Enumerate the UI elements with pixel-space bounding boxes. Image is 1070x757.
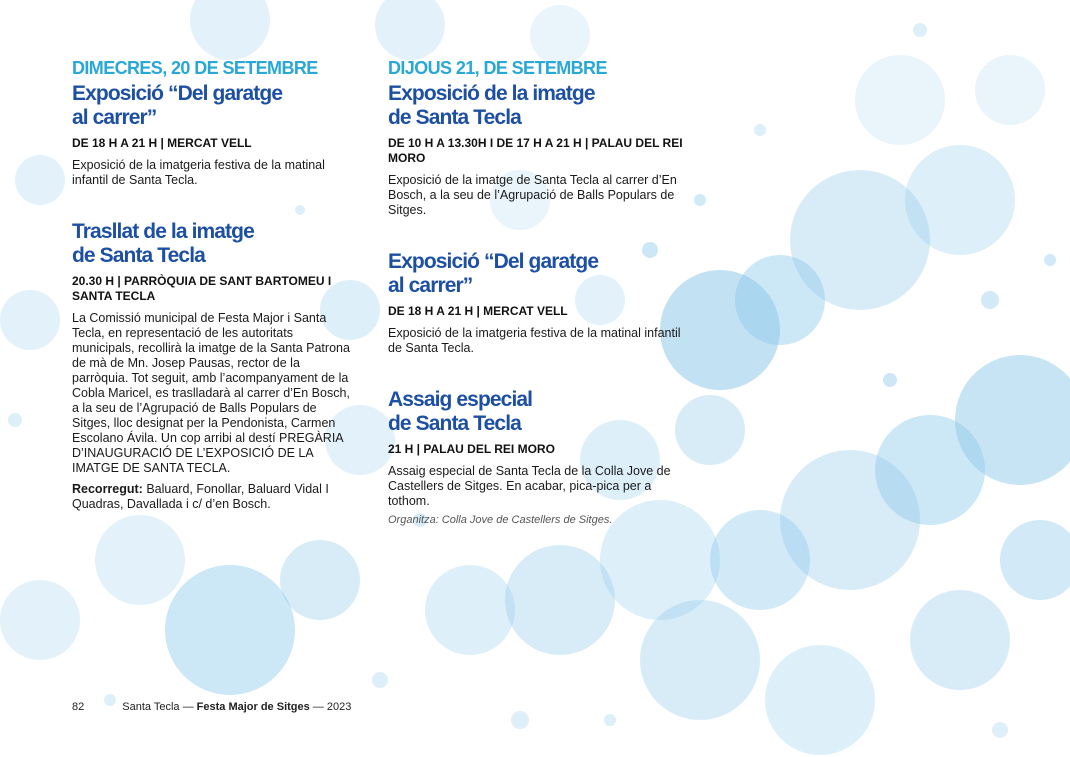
ink-drop [8,413,22,427]
event [72,82,357,188]
day-heading: DIMECRES, 20 DE SETEMBRE [72,58,318,78]
day-heading: DIJOUS 21, DE SETEMBRE [388,58,607,78]
ink-drop [883,373,897,387]
ink-splash [0,580,80,660]
left-column [72,56,357,544]
ink-drop [511,711,529,729]
right-column [388,56,688,559]
ink-splash [910,590,1010,690]
event-description: Exposició de la imatge de Santa Tecla al carrer d’En Bosch, a la seu de l’Agrupació de Balls Populars de Sitges. [388,173,677,217]
event-time-place: 21 H | PALAU DEL REI MORO [388,442,555,456]
event-description: Assaig especial de Santa Tecla de la Colla Jove de Castellers de Sitges. En acabar, pica-pica per a tothom. [388,464,671,508]
ink-splash [375,0,445,60]
event-time-place: DE 18 H A 21 H | MERCAT VELL [72,136,252,150]
ink-splash [710,510,810,610]
footer-year: — 2023 [309,701,352,713]
event-description: La Comissió municipal de Festa Major i Santa Tecla, en representació de les autoritats municipals, recollirà la imatge de la Santa Patrona de mà de Mn. Josep Pausas, rector de la parròquia. Tot seguit, amb l’acompanyament de la Cobla Maricel, es traslladarà al carrer d’En Bosch, a la seu de l’Agrupació de Balls Populars de Sitges, lloc designat per la Pendonista, Carmen Escolano Ávila. Un cop arribi al destí PREGÀRIA D’INAUGURACIÓ DE L’EXPOSICIÓ DE LA IMATGE DE SANTA TECLA. [72,311,350,475]
ink-drop [604,714,616,726]
event [388,82,688,218]
event-route [72,482,357,512]
page-number: 82 [72,701,85,713]
event [388,250,688,356]
event [72,220,357,512]
page-footer [72,701,351,713]
ink-splash [975,55,1045,125]
footer-prefix: Santa Tecla — [122,701,197,713]
event-title: Exposició de la imatge de Santa Tecla [388,82,595,129]
ink-splash [640,600,760,720]
ink-splash [165,565,295,695]
event-title: Exposició “Del garatge al carrer” [388,250,599,297]
route-text: Baluard, Fonollar, Baluard Vidal I Quadras, Davallada i c/ d’en Bosch. [72,482,329,511]
ink-drop [1044,254,1056,266]
ink-drop [913,23,927,37]
ink-splash [905,145,1015,255]
event-description: Exposició de la imatgeria festiva de la matinal infantil de Santa Tecla. [388,326,681,355]
ink-drop [754,124,766,136]
event-time-place: 20.30 H | PARRÒQUIA DE SANT BARTOMEU I SANTA TECLA [72,274,332,303]
event-time-place: DE 18 H A 21 H | MERCAT VELL [388,304,568,318]
event-title: Exposició “Del garatge al carrer” [72,82,283,129]
ink-splash [1000,520,1070,600]
ink-splash [0,290,60,350]
ink-splash [15,155,65,205]
ink-drop [992,722,1008,738]
ink-splash [765,645,875,755]
event-description: Exposició de la imatgeria festiva de la matinal infantil de Santa Tecla. [72,158,325,187]
footer-publication: Festa Major de Sitges [196,701,310,713]
route-label: Recorregut: [72,482,143,496]
ink-drop [694,194,706,206]
ink-splash [280,540,360,620]
event-organizer: Organitza: Colla Jove de Castellers de Sitges. [388,514,613,526]
ink-splash [855,55,945,145]
ink-splash [190,0,270,60]
event-time-place: DE 10 H A 13.30H I DE 17 H A 21 H | PALAU DEL REI MORO [388,136,683,165]
ink-drop [981,291,999,309]
event-title: Assaig especial de Santa Tecla [388,388,533,435]
ink-splash [425,565,515,655]
event [388,388,688,527]
ink-drop [372,672,388,688]
event-title: Trasllat de la imatge de Santa Tecla [72,220,254,267]
ink-splash [505,545,615,655]
